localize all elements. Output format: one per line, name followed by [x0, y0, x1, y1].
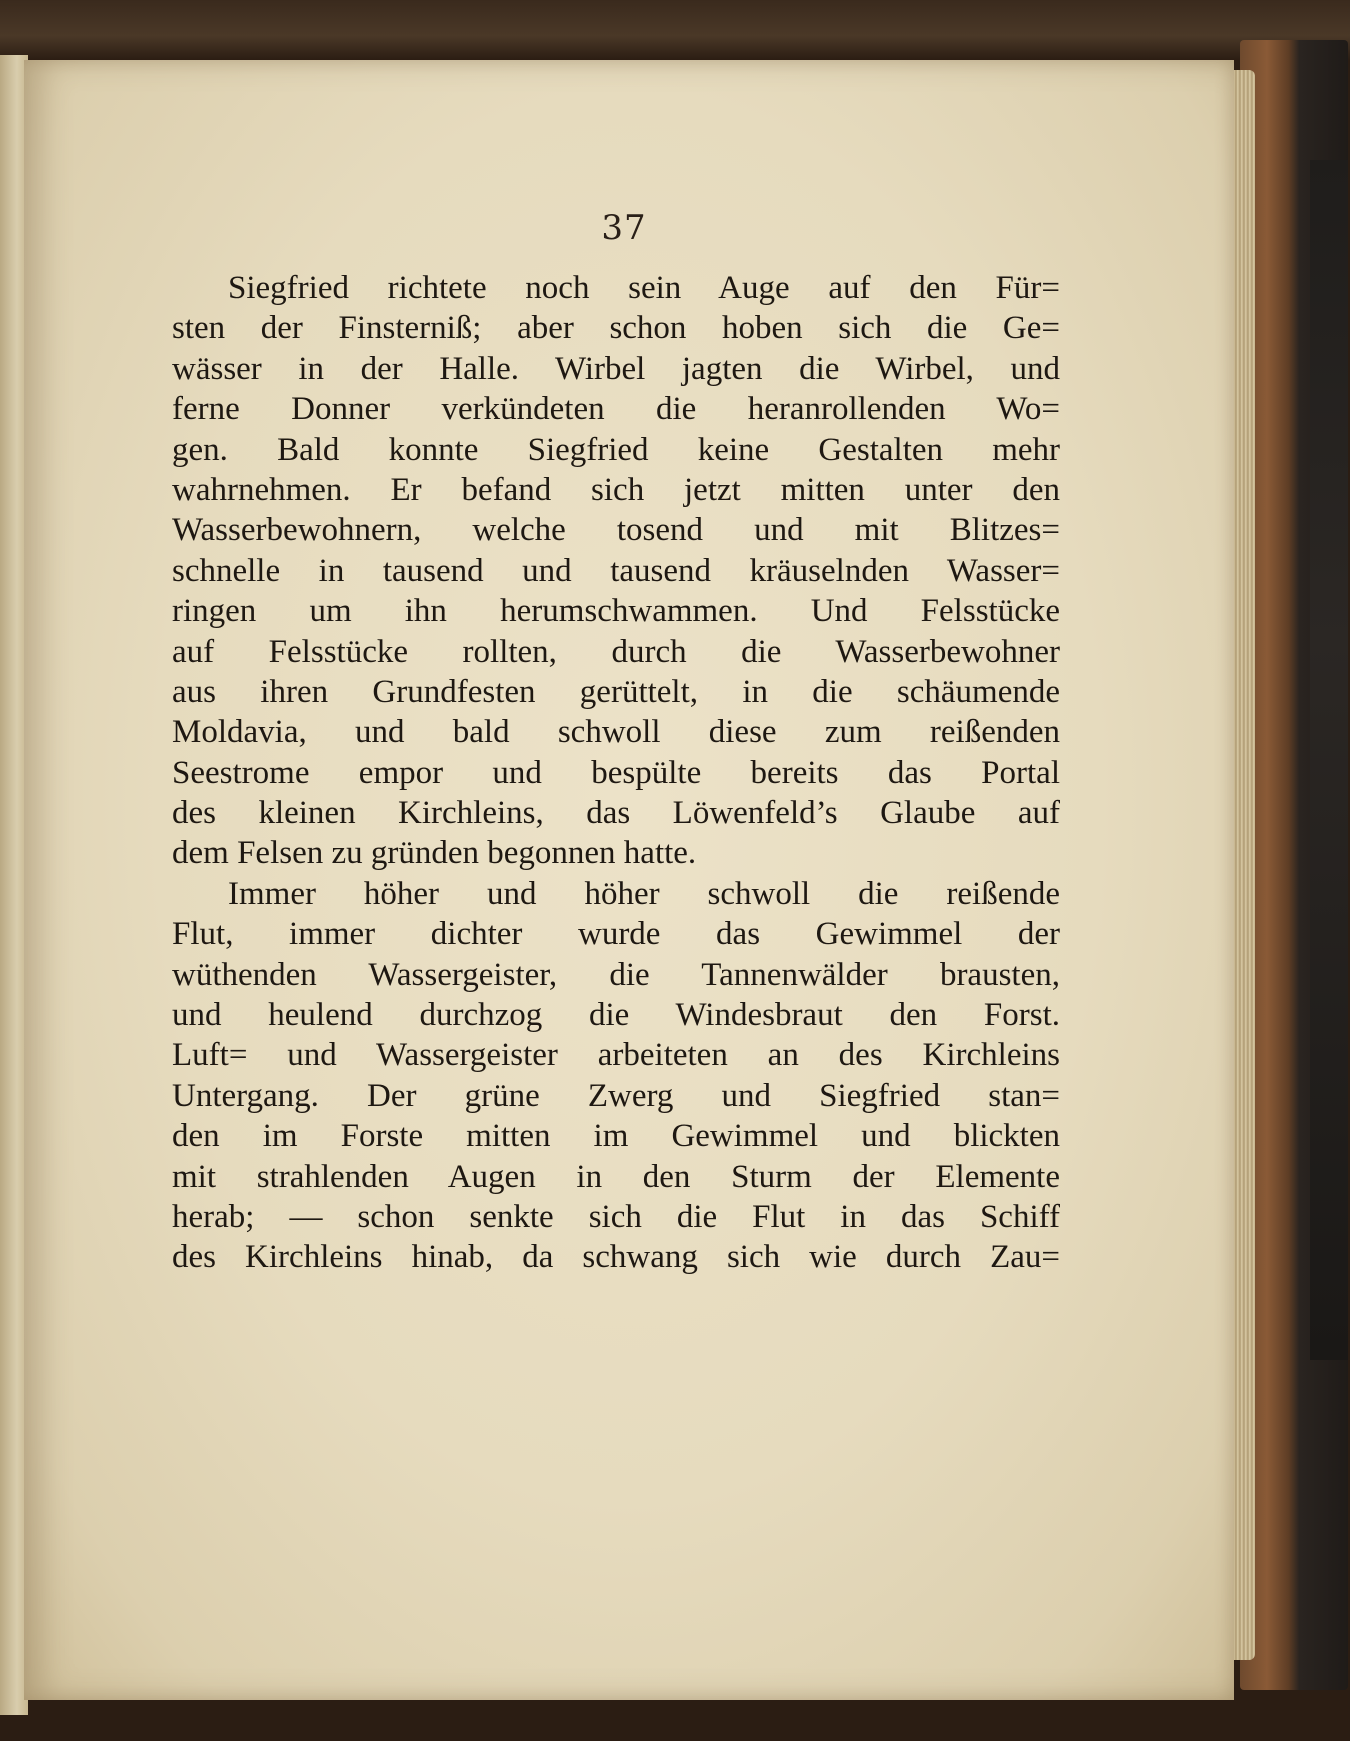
- page-number-text: 37: [601, 208, 647, 248]
- book-page: [24, 60, 1234, 1700]
- text-line: auf Felsstücke rollten, durch die Wasserbewohner: [172, 633, 1060, 670]
- book-cover-right: [1240, 40, 1348, 1690]
- text-line: Siegfried richtete noch sein Auge auf den Für=: [228, 270, 1060, 306]
- text-line: dem Felsen zu gründen begonnen hatte.: [172, 835, 697, 872]
- text-line: Luft= und Wassergeister arbeiteten an des Kirchleins: [172, 1037, 1060, 1074]
- text-line: schnelle in tausend und tausend kräuselnden Wasser=: [172, 552, 1060, 589]
- text-line: Moldavia, und bald schwoll diese zum reißenden: [172, 714, 1060, 751]
- text-line: wässer in der Halle. Wirbel jagten die Wirbel, und: [172, 350, 1060, 387]
- text-line: wahrnehmen. Er befand sich jetzt mitten unter den: [172, 471, 1060, 508]
- book-spine-band: [1310, 160, 1348, 1360]
- page-number: [24, 208, 1234, 248]
- text-line: ringen um ihn herumschwammen. Und Felsstücke: [172, 593, 1060, 630]
- body-text: [172, 268, 1060, 1278]
- text-line: des kleinen Kirchleins, das Löwenfeld’s Glaube auf: [172, 795, 1060, 832]
- text-line: sten der Finsterniß; aber schon hoben sich die Ge=: [172, 310, 1060, 347]
- text-line: Immer höher und höher schwoll die reißende: [228, 875, 1060, 912]
- text-line: Flut, immer dichter wurde das Gewimmel der: [172, 916, 1060, 953]
- text-line: herab; — schon senkte sich die Flut in das Schiff: [172, 1198, 1060, 1235]
- text-line: Wasserbewohnern, welche tosend und mit Blitzes=: [172, 512, 1060, 549]
- book-cover-top-edge: [0, 0, 1350, 60]
- text-line: aus ihren Grundfesten gerüttelt, in die schäumende: [172, 673, 1060, 710]
- text-line: des Kirchleins hinab, da schwang sich wie durch Zau=: [172, 1239, 1060, 1276]
- text-line: wüthenden Wassergeister, die Tannenwälder brausten,: [172, 956, 1060, 993]
- text-line: Seestrome empor und bespülte bereits das Portal: [172, 754, 1060, 791]
- text-line: gen. Bald konnte Siegfried keine Gestalten mehr: [172, 431, 1060, 468]
- text-line: den im Forste mitten im Gewimmel und blickten: [172, 1118, 1060, 1155]
- text-line: und heulend durchzog die Windesbraut den Forst.: [172, 997, 1060, 1034]
- text-line: mit strahlenden Augen in den Sturm der Elemente: [172, 1158, 1060, 1195]
- text-line: Untergang. Der grüne Zwerg und Siegfried stan=: [172, 1077, 1060, 1114]
- text-line: ferne Donner verkündeten die heranrollenden Wo=: [172, 391, 1060, 428]
